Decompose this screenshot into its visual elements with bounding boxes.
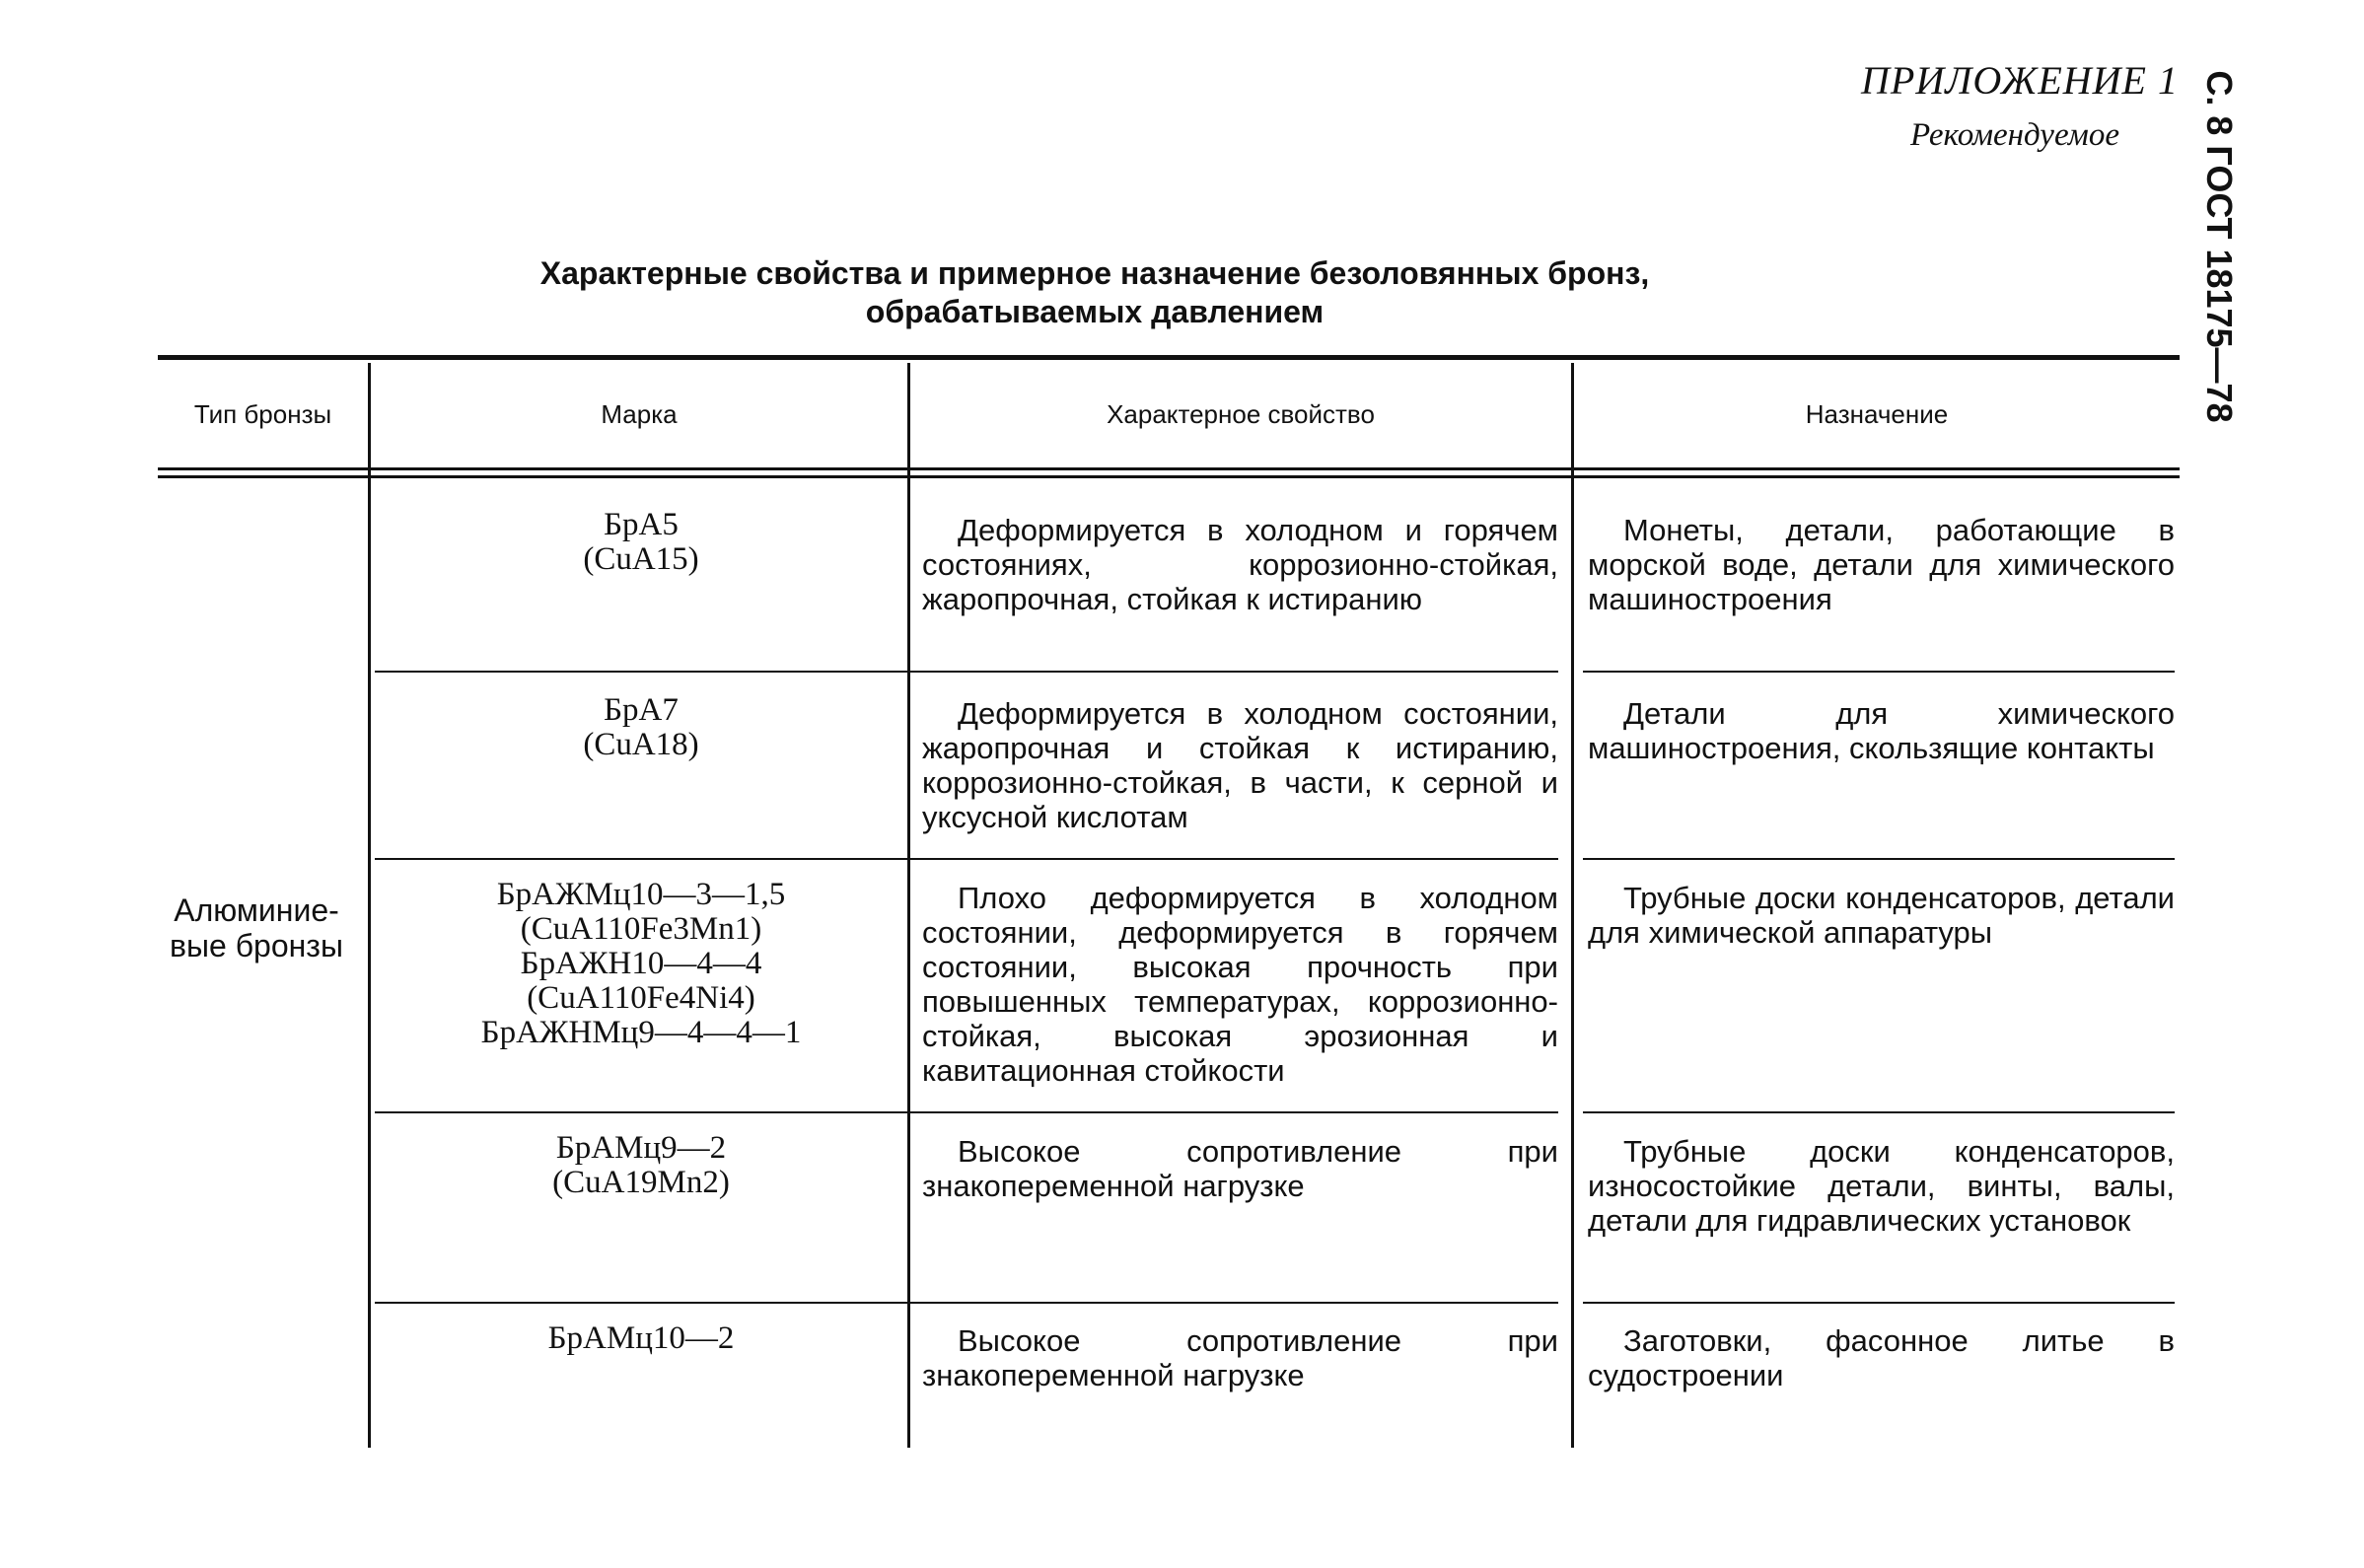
property-cell: Деформируется в холодном и горячем состояниях, коррозионно-стойкая, жаропрочная, стойкая к истиранию xyxy=(922,513,1558,616)
grade-name: БрАЖНМц9—4—4—1 xyxy=(480,1015,802,1050)
grade-name: БрАЖН10—4—4 xyxy=(520,946,762,981)
grade-iso: (CuA110Fe4Ni4) xyxy=(527,980,755,1016)
grade-iso: (CuA18) xyxy=(583,727,699,762)
header-bottom-rule-1 xyxy=(158,467,2180,470)
grade-name: БрАМц9—2 xyxy=(555,1130,727,1166)
grade-name: БрА5 xyxy=(604,507,679,542)
row-separator xyxy=(1583,1302,2175,1304)
bronze-type-cell xyxy=(148,892,365,963)
grade-name: БрАМц10—2 xyxy=(547,1320,735,1356)
purpose-cell: Заготовки, фасонное литье в судостроении xyxy=(1588,1323,2175,1392)
row-separator xyxy=(375,1111,1558,1113)
row-separator xyxy=(1583,858,2175,860)
column-header-grade: Марка xyxy=(601,398,678,429)
grade-iso: (CuA15) xyxy=(583,541,699,577)
table-title xyxy=(355,254,1834,331)
table-title-line2: обрабатываемых давлением xyxy=(865,294,1325,329)
grade-cell xyxy=(375,693,907,762)
purpose-cell: Трубные доски конденсаторов, износостойкие детали, винты, валы, детали для гидравлических установок xyxy=(1588,1134,2175,1238)
purpose-cell: Трубные доски конденсаторов, детали для химической аппаратуры xyxy=(1588,881,2175,950)
purpose-cell: Детали для химического машиностроения, скользящие контакты xyxy=(1588,696,2175,765)
row-separator xyxy=(1583,671,2175,673)
grade-name: БрАЖМц10—3—1,5 xyxy=(496,877,786,912)
grade-iso: (CuA110Fe3Mn1) xyxy=(520,911,762,947)
property-cell: Высокое сопротивление при знакопеременной нагрузке xyxy=(922,1323,1558,1392)
appendix-block xyxy=(1861,57,2179,154)
row-separator xyxy=(1583,1111,2175,1113)
bronze-type-line2: вые бронзы xyxy=(170,928,343,963)
row-separator xyxy=(375,671,1558,673)
purpose-cell: Монеты, детали, работающие в морской воде, детали для химического машиностроения xyxy=(1588,513,2175,616)
column-divider-2 xyxy=(907,363,910,1448)
grade-iso: (CuA19Mn2) xyxy=(552,1165,730,1200)
grade-name: БрА7 xyxy=(604,692,679,728)
column-header-property: Характерное свойство xyxy=(1107,398,1375,429)
row-separator xyxy=(375,1302,1558,1304)
bronze-type-line1: Алюминие- xyxy=(174,892,339,928)
grade-cell xyxy=(375,1131,907,1200)
grade-cell xyxy=(375,508,907,577)
appendix-recommended: Рекомендуемое xyxy=(1909,117,2119,153)
header-bottom-rule-2 xyxy=(158,475,2180,478)
row-separator xyxy=(375,858,1558,860)
grade-cell xyxy=(375,878,907,1050)
column-divider-1 xyxy=(368,363,371,1448)
table-top-rule xyxy=(158,355,2180,360)
property-cell: Деформируется в холодном состоянии, жаропрочная и стойкая к истиранию, коррозионно-стойкая, в части, к серной и уксусной кислотам xyxy=(922,696,1558,834)
appendix-title: ПРИЛОЖЕНИЕ 1 xyxy=(1861,58,2179,103)
table-title-line1: Характерные свойства и примерное назначение безоловянных бронз, xyxy=(539,255,1650,291)
column-divider-3 xyxy=(1571,363,1574,1448)
standard-number: С. 8 ГОСТ 18175—78 xyxy=(2199,70,2240,423)
page-side-label xyxy=(2189,69,2249,424)
property-cell: Плохо деформируется в холодном состоянии, деформируется в горячем состоянии, высокая прочность при повышенных температурах, коррозионно-стойкая, высокая эрозионная и кавитационная стойкости xyxy=(922,881,1558,1088)
column-header-purpose: Назначение xyxy=(1805,398,1949,429)
property-cell: Высокое сопротивление при знакопеременной нагрузке xyxy=(922,1134,1558,1203)
grade-cell xyxy=(375,1321,907,1356)
column-header-type: Тип бронзы xyxy=(193,398,332,429)
